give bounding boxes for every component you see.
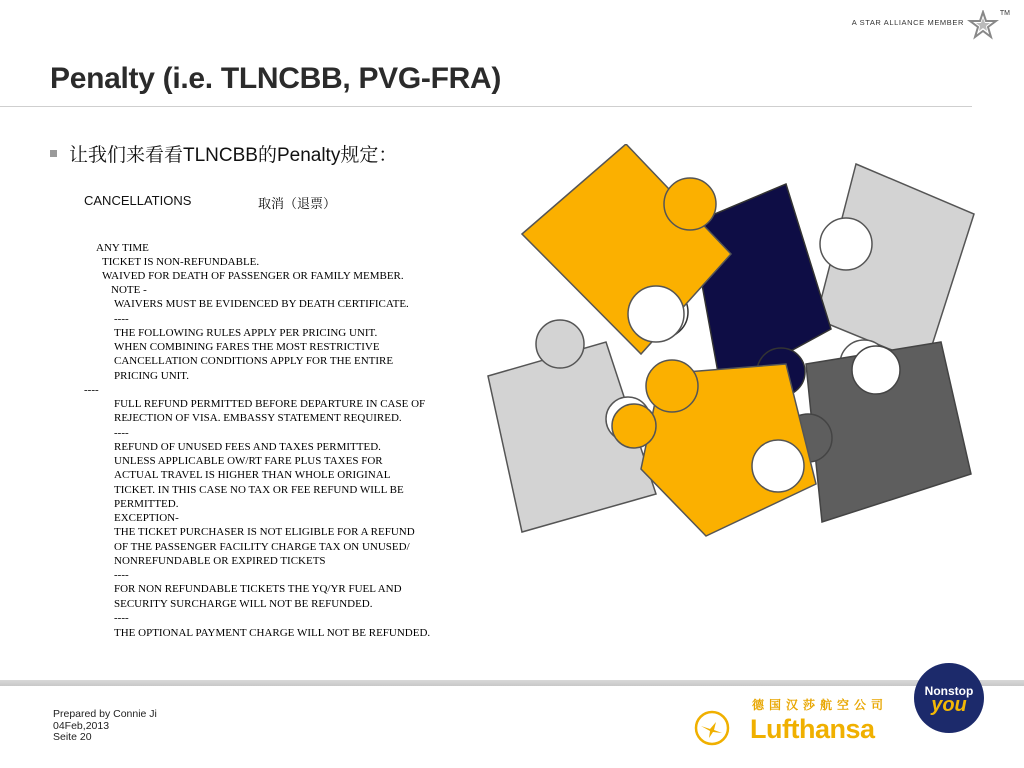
rule-line: WAIVERS MUST BE EVIDENCED BY DEATH CERTIFICATE.: [114, 298, 409, 310]
bullet-square-icon: [50, 150, 57, 157]
cancellations-heading-cn: 取消（退票）: [258, 197, 337, 212]
lufthansa-crane-logo-icon: [694, 710, 730, 746]
rule-line: REFUND OF UNUSED FEES AND TAXES PERMITTED.: [114, 441, 381, 453]
rule-line: TICKET. IN THIS CASE NO TAX OR FEE REFUND WILL BE: [114, 484, 404, 496]
rule-line: EXCEPTION-: [114, 512, 179, 524]
footer-prepared-by: Prepared by Connie Ji: [53, 708, 157, 720]
rule-line: OF THE PASSENGER FACILITY CHARGE TAX ON UNUSED/: [114, 541, 410, 553]
trademark-mark: TM: [999, 10, 1010, 17]
footer-page-number: Seite 20: [53, 731, 92, 743]
rule-line: THE FOLLOWING RULES APPLY PER PRICING UNIT.: [114, 327, 378, 339]
bullet-text: 让我们来看看TLNCBB的Penalty规定：: [69, 145, 398, 166]
lufthansa-chinese-name: 德国汉莎航空公司: [752, 698, 889, 712]
puzzle-piece-yellow-bottom: [612, 360, 816, 536]
rule-line: PRICING UNIT.: [114, 370, 189, 382]
rule-line: ACTUAL TRAVEL IS HIGHER THAN WHOLE ORIGINAL: [114, 469, 391, 481]
slide-title: Penalty (i.e. TLNCBB, PVG-FRA): [50, 62, 502, 95]
cancellations-heading: CANCELLATIONS: [84, 193, 192, 208]
star-alliance-text: A STAR ALLIANCE MEMBER: [851, 18, 964, 27]
rule-line: NONREFUNDABLE OR EXPIRED TICKETS: [114, 555, 326, 567]
rule-line: WHEN COMBINING FARES THE MOST RESTRICTIVE: [114, 341, 380, 353]
rule-line: SECURITY SURCHARGE WILL NOT BE REFUNDED.: [114, 598, 373, 610]
rule-line: FULL REFUND PERMITTED BEFORE DEPARTURE IN CASE OF: [114, 398, 426, 410]
rule-line: ----: [114, 569, 129, 581]
rule-line: UNLESS APPLICABLE OW/RT FARE PLUS TAXES FOR: [114, 455, 383, 467]
rule-line: CANCELLATION CONDITIONS APPLY FOR THE ENTIRE: [114, 355, 394, 367]
nonstop-text: Nonstop: [924, 684, 974, 698]
rule-line: FOR NON REFUNDABLE TICKETS THE YQ/YR FUEL AND: [114, 583, 402, 595]
star-alliance-logo-icon: [966, 10, 1000, 40]
rule-line: THE TICKET PURCHASER IS NOT ELIGIBLE FOR A REFUND: [114, 526, 415, 538]
puzzle-illustration: [486, 144, 976, 544]
rule-line: ----: [114, 612, 129, 624]
puzzle-piece-dark-gray: [784, 342, 971, 522]
rule-line: TICKET IS NON-REFUNDABLE.: [102, 256, 260, 268]
bullet-item: [50, 140, 397, 167]
you-text: you: [931, 694, 967, 716]
rule-line: THE OPTIONAL PAYMENT CHARGE WILL NOT BE REFUNDED.: [114, 627, 431, 639]
rule-line: ANY TIME: [96, 242, 149, 254]
title-divider: [0, 106, 972, 107]
rule-line: REJECTION OF VISA. EMBASSY STATEMENT REQUIRED.: [114, 412, 402, 424]
rule-line: ----: [114, 427, 129, 439]
rule-line: ----: [84, 384, 99, 396]
lufthansa-wordmark: Lufthansa: [750, 714, 875, 744]
rule-line: NOTE -: [111, 284, 147, 296]
footer-divider: [0, 680, 1024, 686]
footer-date: 04Feb,2013: [53, 719, 110, 732]
footer-info: [53, 709, 157, 744]
rule-line: PERMITTED.: [114, 498, 179, 510]
rule-line: ----: [114, 313, 129, 325]
rule-line: WAIVED FOR DEATH OF PASSENGER OR FAMILY MEMBER.: [102, 270, 404, 282]
